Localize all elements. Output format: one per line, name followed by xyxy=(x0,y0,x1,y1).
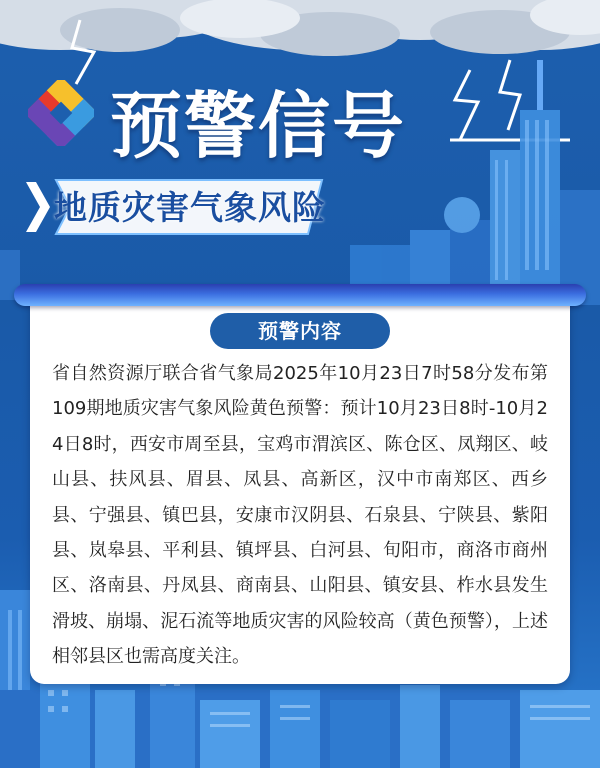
subtitle: 地质灾害气象风险 xyxy=(54,188,326,227)
card-top-bar xyxy=(14,284,586,306)
logo-icon xyxy=(28,80,94,146)
page-title: 预警信号 xyxy=(110,84,407,168)
notice-body: 省自然资源厅联合省气象局2025年10月23日7时58分发布第109期地质灾害气象风险黄色预警：预计10月23日8时-10月24日8时，西安市周至县，宝鸡市渭滨区、陈仓区、凤翔区、岐山县、扶风县、眉县、凤县、高新区，汉中市南郑区、西乡县、宁强县、镇巴县，安康市汉阴县、石泉县、宁陕县、紫阳县、岚皋县、平利县、镇坪县、白河县、旬阳市，商洛市商州区、洛南县、丹凤县、商南县、山阳县、镇安县、柞水县发生滑坡、崩塌、泥石流等地质灾害的风险较高（黄色预警），上述相邻县区也需高度关注。 xyxy=(52,363,548,668)
notice-heading: 预警内容 xyxy=(210,313,390,349)
